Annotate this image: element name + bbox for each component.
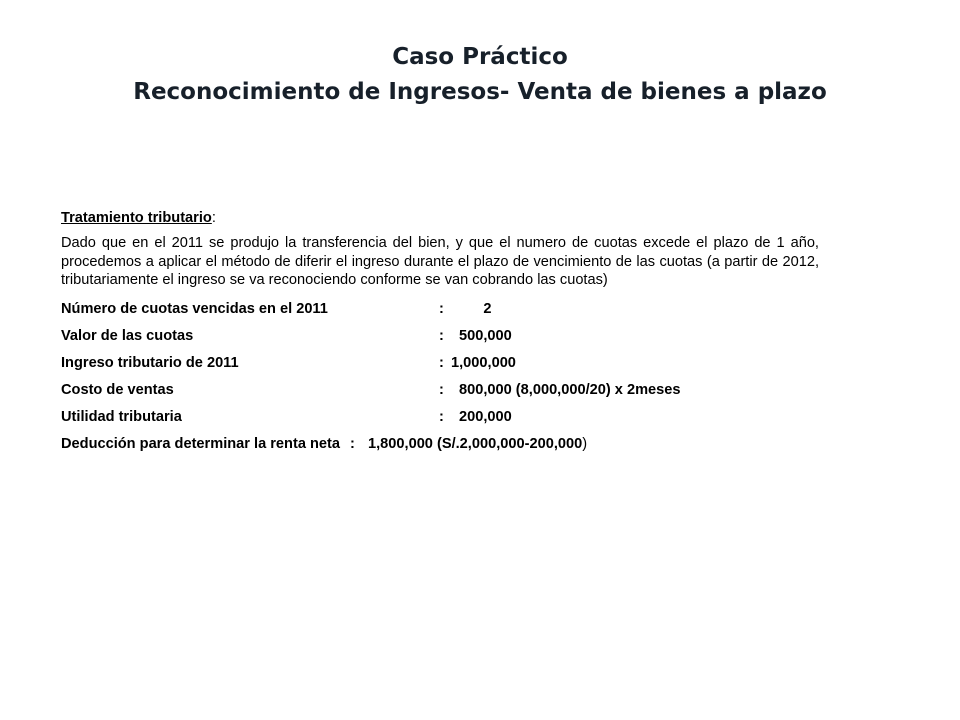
explanation-paragraph: Dado que en el 2011 se produjo la transferencia del bien, y que el numero de cuotas excede el plazo de 1 año, procedemos a aplicar el método de diferir el ingreso durante el plazo de vencimiento de las cuotas (a partir de 2012, tributariamente el ingreso se va reconociendo conforme se van cobrando las cuotas) — [61, 235, 819, 288]
row-costo-ventas — [61, 380, 819, 407]
row-valor-cuotas — [61, 326, 819, 353]
row-label: Valor de las cuotas — [61, 327, 194, 344]
row-label: Deducción para determinar la renta neta — [61, 435, 340, 452]
title-line-2: Reconocimiento de Ingresos- Venta de bienes a plazo — [133, 79, 827, 105]
row-ingreso-tributario — [61, 353, 819, 380]
row-value: 500,000 — [459, 327, 512, 344]
row-value: 2 — [459, 300, 492, 317]
row-colon: : — [439, 354, 444, 371]
section-heading — [61, 208, 819, 228]
row-label: Costo de ventas — [61, 381, 174, 398]
row-colon: : — [439, 300, 444, 317]
row-value: 800,000 (8,000,000/20) x 2meses — [459, 381, 681, 398]
row-utilidad-tributaria — [61, 407, 819, 434]
row-colon: : — [439, 381, 444, 398]
section-heading-text: Tratamiento tributario — [61, 210, 212, 226]
row-colon: : — [439, 408, 444, 425]
row-colon: : — [350, 435, 355, 452]
row-value: 1,000,000 — [451, 354, 516, 371]
row-deduccion-renta-neta — [61, 434, 819, 461]
slide-content — [61, 208, 819, 461]
row-label: Número de cuotas vencidas en el 2011 — [61, 300, 328, 317]
row-label: Ingreso tributario de 2011 — [61, 354, 239, 371]
row-value: 200,000 — [459, 408, 512, 425]
row-value-main: 1,800,000 (S/.2,000,000-200,000 — [368, 435, 583, 452]
row-value — [362, 434, 587, 454]
row-value-tail: ) — [582, 435, 588, 452]
slide-title — [0, 40, 960, 110]
section-heading-colon: : — [211, 210, 216, 226]
row-colon: : — [439, 327, 444, 344]
title-line-1: Caso Práctico — [392, 44, 568, 70]
row-cuotas-vencidas — [61, 299, 819, 326]
row-label: Utilidad tributaria — [61, 408, 182, 425]
